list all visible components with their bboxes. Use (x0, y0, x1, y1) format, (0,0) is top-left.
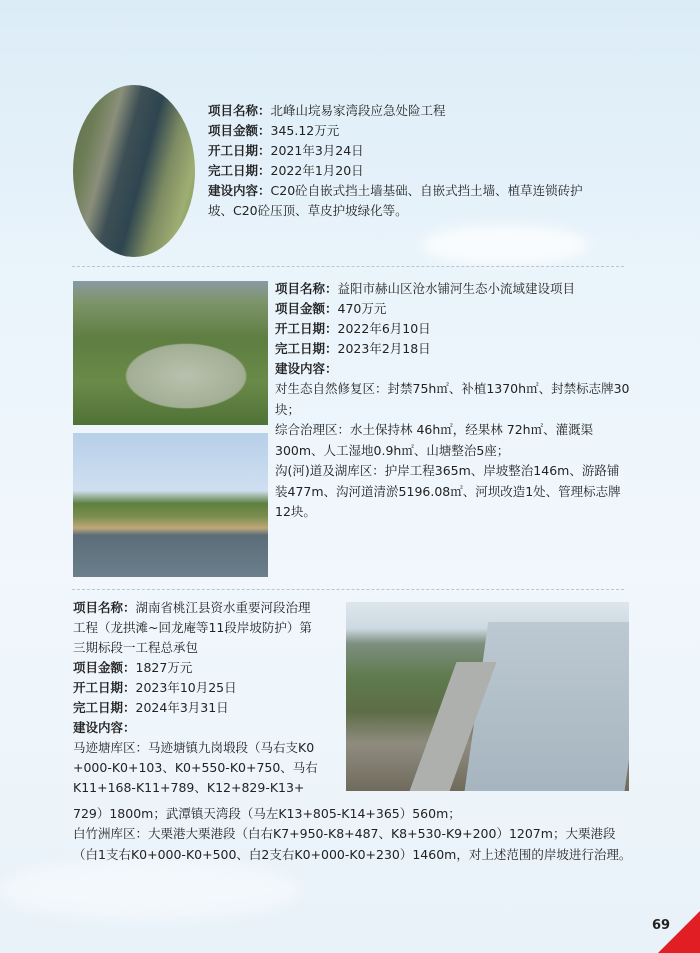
project2-content-item: 综合治理区：水土保持林 46h㎡，经果林 72h㎡、灌溉渠300m、人工湿地0.9h㎡、山塘整治5座； (275, 422, 594, 458)
project3-name-line2: 工程（龙拱滩~回龙庵等11段岸坡防护）第 (73, 620, 312, 635)
project2-photo-aerial-pond (73, 281, 268, 425)
project1-start: 2021年3月24日 (270, 143, 364, 158)
project3-info (73, 598, 345, 798)
project2-content-label: 建设内容： (275, 361, 338, 376)
project1-end: 2022年1月20日 (270, 163, 364, 178)
section-divider (72, 589, 624, 590)
project2-content-item: 对生态自然修复区：封禁75h㎡、补植1370h㎡、封禁标志牌30块； (275, 381, 630, 417)
project1-content-line2: 坡、C20砼压顶、草皮护坡绿化等。 (208, 203, 408, 218)
project1-name-row: 项目名称：北峰山垸易家湾段应急处险工程 (208, 103, 446, 118)
project3-end: 2024年3月31日 (135, 700, 229, 715)
project3-content-line: K11+168-K11+789、K12+829-K13+ (73, 780, 305, 795)
background-cloud (0, 860, 300, 920)
project3-photo-riverbank-revetment (346, 602, 629, 791)
project2-end: 2023年2月18日 (337, 341, 431, 356)
background-cloud (420, 225, 590, 265)
project3-start-row: 开工日期：2023年10月25日 (73, 680, 237, 695)
project3-content-line: +000-K0+103、K0+550-K0+750、马右 (73, 760, 318, 775)
project1-info (208, 101, 638, 221)
project3-content-continued (73, 804, 633, 865)
project1-amount-row: 项目金额：345.12万元 (208, 123, 340, 138)
project1-content-row: 建设内容：C20砼自嵌式挡土墙基础、自嵌式挡土墙、植草连锁砖护 (208, 183, 583, 198)
project2-start-row: 开工日期：2022年6月10日 (275, 321, 431, 336)
project3-start: 2023年10月25日 (135, 680, 237, 695)
project2-info (275, 279, 630, 523)
project1-photo-river-embankment (73, 85, 195, 257)
project2-amount-row: 项目金额：470万元 (275, 301, 387, 316)
project1-amount: 345.12万元 (270, 123, 340, 138)
project3-content-line: 马迹塘库区：马迹塘镇九岗塅段（马右支K0 (73, 740, 315, 755)
project3-content-label: 建设内容： (73, 720, 136, 735)
project1-content-line1: C20砼自嵌式挡土墙基础、自嵌式挡土墙、植草连锁砖护 (270, 183, 583, 198)
river-water (464, 622, 629, 791)
project2-name: 益阳市赫山区沧水铺河生态小流域建设项目 (337, 281, 576, 296)
project2-content-item: 沟(河)道及湖库区：护岸工程365m、岸坡整治146m、游路铺装477m、沟河道清淤5196.08㎡、河坝改造1处、管理标志牌12块。 (275, 463, 621, 519)
project3-amount-row: 项目金额：1827万元 (73, 660, 193, 675)
project3-end-row: 完工日期：2024年3月31日 (73, 700, 229, 715)
project3-amount: 1827万元 (135, 660, 193, 675)
project3-content-line: 729）1800m；武潭镇天湾段（马左K13+805-K14+365）560m； (73, 806, 461, 821)
project3-name-line1: 湖南省桃江县资水重要河段治理 (135, 600, 311, 615)
project1-end-row: 完工日期：2022年1月20日 (208, 163, 364, 178)
project2-start: 2022年6月10日 (337, 321, 431, 336)
project2-end-row: 完工日期：2023年2月18日 (275, 341, 431, 356)
project1-start-row: 开工日期：2021年3月24日 (208, 143, 364, 158)
project2-amount: 470万元 (337, 301, 387, 316)
project1-name: 北峰山垸易家湾段应急处险工程 (270, 103, 446, 118)
corner-decoration (658, 911, 700, 953)
project3-name-line3: 三期标段一工程总承包 (73, 640, 199, 655)
page-number: 69 (652, 918, 671, 933)
project2-photo-lake-shore (73, 433, 268, 577)
project3-name-row: 项目名称：湖南省桃江县资水重要河段治理 (73, 600, 311, 615)
project3-content-paragraph: 白竹洲库区：大栗港大栗港段（白右K7+950-K8+487、K8+530-K9+200）1207m；大栗港段（白1支右K0+000-K0+500、白2支右K0+000-K0+230）1460m，对上述范围的岸坡进行治理。 (73, 826, 632, 862)
section-divider (72, 266, 624, 267)
project2-name-row: 项目名称：益阳市赫山区沧水铺河生态小流域建设项目 (275, 281, 576, 296)
